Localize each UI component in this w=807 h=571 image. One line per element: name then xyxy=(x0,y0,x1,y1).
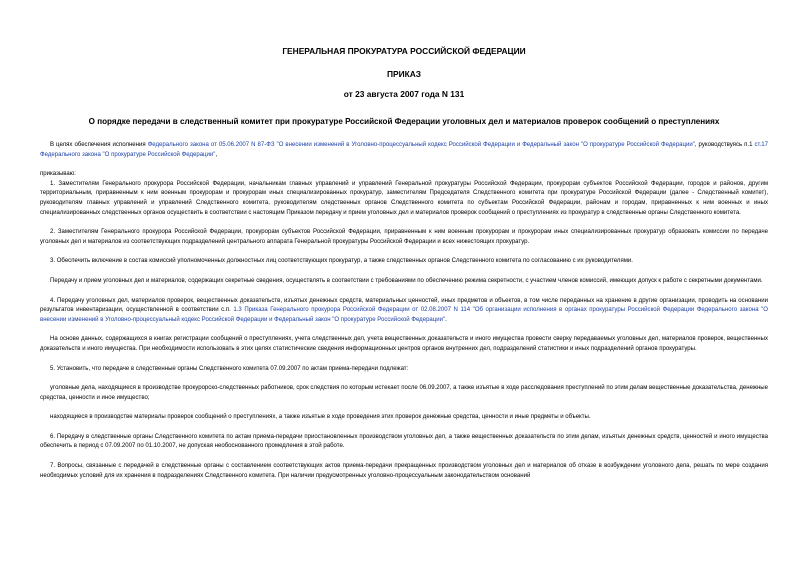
document-title: О порядке передачи в следственный комитет при прокуратуре Российской Федерации уголовных дел и материалов проверок сообщений о преступлениях xyxy=(88,117,720,126)
preamble-text-3: , xyxy=(215,151,218,158)
paragraph-5: 5. Установить, что передаче в следственные органы Следственного комитета 07.09.2007 по актам приема-передачи подлежат: xyxy=(50,365,409,372)
document-date-number: от 23 августа 2007 года N 131 xyxy=(343,89,465,99)
document-type-heading: ПРИКАЗ xyxy=(386,69,422,79)
article-17-link[interactable]: ст.17 Федерального закона "О прокуратуре Российской Федерации" xyxy=(40,142,768,158)
paragraph-5-materials: находящиеся в производстве материалы проверок сообщений о преступлениях, а также изъятые в ходе проведения этих проверок денежные средства, ценности и иные предметы и объекты. xyxy=(50,414,591,421)
organization-heading: ГЕНЕРАЛЬНАЯ ПРОКУРАТУРА РОССИЙСКОЙ ФЕДЕРАЦИИ xyxy=(282,46,526,56)
federal-law-87-link[interactable]: Федерального закона от 05.06.2007 N 87-ФЗ "О внесении изменений в Уголовно-процессуальный кодекс Российской Федерации и Федеральный закон "О прокуратуре Российской Федерации" xyxy=(147,142,695,148)
preamble-text-1: В целях обеспечения исполнения xyxy=(50,142,148,148)
preamble-paragraph xyxy=(40,141,768,160)
paragraph-2: 2. Заместителям Генерального прокурора Российской Федерации, прокурорам субъектов Российской Федерации, приравненным к ним военным прокурорам и прокурорам иных специализированных прокуратур образовать комиссии по передаче уголовных дел и материалов из соответствующих подразделений центрального аппарата Генеральной прокуратуры Российской Федерации и всех нижестоящих прокуратур. xyxy=(40,229,768,245)
paragraph-6: 6. Передачу в следственные органы Следственного комитета по актам приема-передачи приостановленных производством уголовных дел, а также вещественных доказательств по этим делам, изъятых денежных средств, ценностей и иного имущества обеспечить в период с 07.09.2007 по 01.10.2007, не допуская необоснованного промедления в этой работе. xyxy=(40,433,768,450)
paragraph-3-secret: Передачу и прием уголовных дел и материалов, содержащих секретные сведения, осуществлять в соответствии с требованиями по обеспечению режима секретности, с участием членов комиссий, имеющих допуск к работе с секретными документами. xyxy=(50,277,763,284)
paragraph-3: 3. Обеспечить включение в состав комиссий уполномоченных должностных лиц соответствующих прокуратур, а также следственных органов Следственного комитета по согласованию с их руководителями. xyxy=(50,258,633,265)
paragraph-4 xyxy=(40,297,768,326)
paragraph-4-reconciliation: На основе данных, содержащихся в книгах регистрации сообщений о преступлениях, учета следственных дел, учета вещественных доказательств и иного имущества провести сверку передаваемых уголовных дел, материалов проверок, вещественных доказательств и иного имущества. При необходимости использовать в этих целях статистические сведения информационных центров органов внутренних дел, подразделений статистики и иных подразделений органов прокуратуры. xyxy=(40,336,768,352)
document-body xyxy=(40,141,768,481)
paragraph-1: 1. Заместителям Генерального прокурора Российской Федерации, начальникам главных управлений и управлений Генеральной прокуратуры Российской Федерации, прокурорам субъектов Российской Федерации, городов и районов, другим территориальным, приравненным к ним военным прокурорам и прокурорам иных специализированных прокуратур, заместителям Председателя Следственного комитета при прокуратуре Российской Федерации (далее - Следственный комитет), руководителям главных управлений и управлений Следственного комитета, руководителям следственных органов Следственного комитета по субъектам Российской Федерации, районам и городам, приравненных к ним военных и иных специализированных следственных органов осуществить в соответствии с настоящим Приказом передачу и прием уголовных дел и материалов проверок сообщений о преступлениях из прокуратур в следственные органы Следственного комитета. xyxy=(40,180,768,216)
order-114-link[interactable]: 1.3 Приказа Генерального прокурора Российской Федерации от 02.08.2007 N 114 "Об организации исполнения в органах прокуратуры Российской Федерации Федерального закона "О внесении изменений в Уголовно-процессуальный кодекс Российской Федерации и Федеральный закон "О прокуратуре Российской Федерации" xyxy=(40,307,768,323)
paragraph-4-text-2: . xyxy=(445,316,447,323)
paragraph-4-text-1: 4. Передачу уголовных дел, материалов проверок, вещественных доказательств, изъятых денежных средств, материальных ценностей, иных предметов и объектов, в том числе переданных на хранение в другие организации, проводить на основании результатов инвентаризации, осуществленной в соответствии с.п. xyxy=(40,297,768,314)
paragraph-7: 7. Вопросы, связанные с передачей в следственные органы с составлением соответствующих актов приема-передачи прекращенных производством уголовных дел и материалов об отказе в возбуждении уголовного дела, решать по мере создания необходимых условий для их хранения в подразделениях Следственного комитета. При наличии предусмотренных уголовно-процессуальным законодательством оснований xyxy=(40,463,768,479)
order-word: приказываю: xyxy=(40,171,76,178)
preamble-text-2: , руководствуясь п.1 xyxy=(694,142,755,148)
paragraph-5-criminal-cases: уголовные дела, находящиеся в производстве прокурорско-следственных работников, срок следствия по которым истекает после 06.09.2007, а также изъятые в ходе расследования преступлений по этим делам вещественные доказательства, денежные средства, ценности и иное имущество; xyxy=(40,385,768,401)
